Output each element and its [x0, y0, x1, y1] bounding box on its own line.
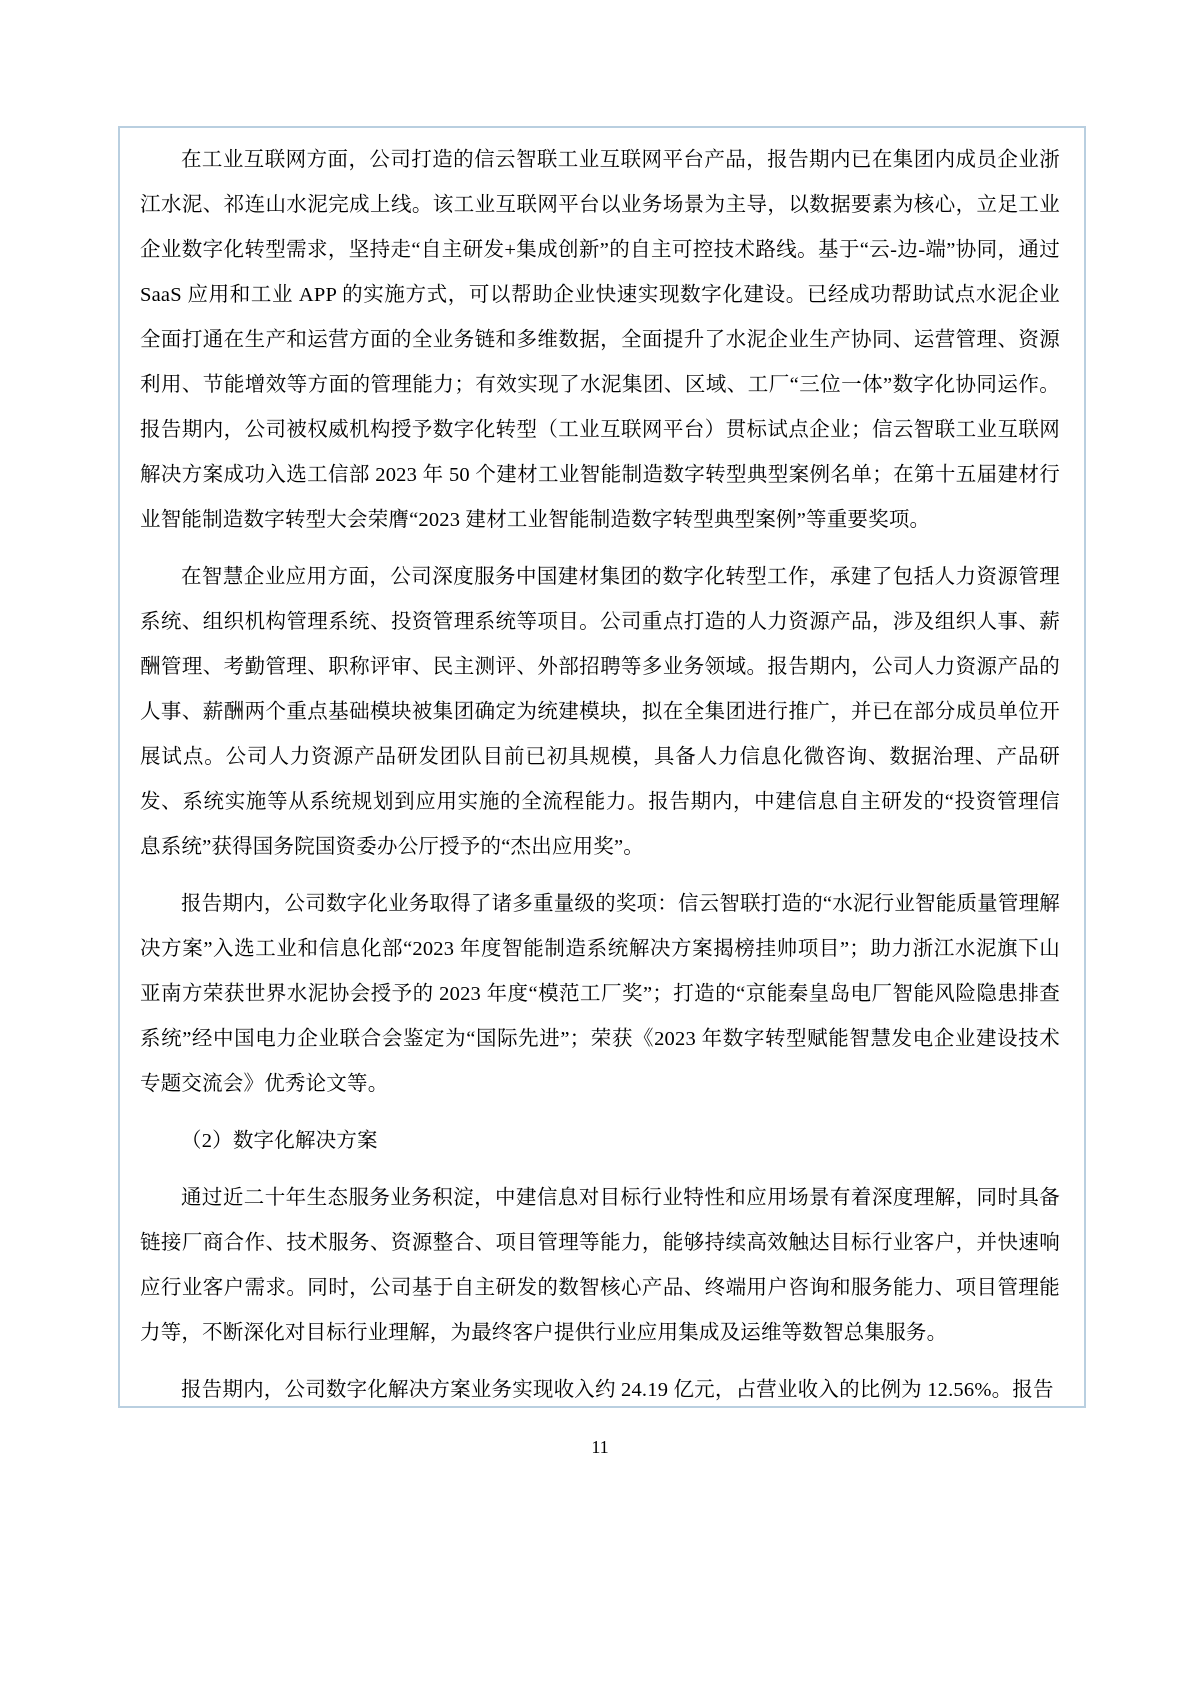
paragraph-5: 报告期内，公司数字化解决方案业务实现收入约 24.19 亿元，占营业收入的比例为 12.56%。报告 — [181, 1379, 1054, 1401]
paragraph-4: 通过近二十年生态服务业务积淀，中建信息对目标行业特性和应用场景有着深度理解，同时具备链接厂商合作、技术服务、资源整合、项目管理等能力，能够持续高效触达目标行业客户，并快速响应行业客户需求。同时，公司基于自主研发的数智核心产品、终端用户咨询和服务能力、项目管理能力等，不断深化对目标行业理解，为最终客户提供行业应用集成及运维等数智总集服务。 — [140, 1187, 1060, 1344]
paragraph-2: 在智慧企业应用方面，公司深度服务中国建材集团的数字化转型工作，承建了包括人力资源管理系统、组织机构管理系统、投资管理系统等项目。公司重点打造的人力资源产品，涉及组织人事、薪酬管理、考勤管理、职称评审、民主测评、外部招聘等多业务领域。报告期内，公司人力资源产品的人事、薪酬两个重点基础模块被集团确定为统建模块，拟在全集团进行推广，并已在部分成员单位开展试点。公司人力资源产品研发团队目前已初具规模，具备人力信息化微咨询、数据治理、产品研发、系统实施等从系统规划到应用实施的全流程能力。报告期内，中建信息自主研发的“投资管理信息系统”获得国务院国资委办公厅授予的“杰出应用奖”。 — [140, 566, 1060, 858]
document-body — [140, 138, 1060, 1425]
section-heading-digital-solutions: （2）数字化解决方案 — [181, 1130, 378, 1152]
paragraph-1: 在工业互联网方面，公司打造的信云智联工业互联网平台产品，报告期内已在集团内成员企业浙江水泥、祁连山水泥完成上线。该工业互联网平台以业务场景为主导，以数据要素为核心，立足工业企业数字化转型需求，坚持走“自主研发+集成创新”的自主可控技术路线。基于“云-边-端”协同，通过 SaaS 应用和工业 APP 的实施方式，可以帮助企业快速实现数字化建设。已经成功帮助试点水泥企业全面打通在生产和运营方面的全业务链和多维数据，全面提升了水泥企业生产协同、运营管理、资源利用、节能增效等方面的管理能力；有效实现了水泥集团、区域、工厂“三位一体”数字化协同运作。报告期内，公司被权威机构授予数字化转型（工业互联网平台）贯标试点企业；信云智联工业互联网解决方案成功入选工信部 2023 年 50 个建材工业智能制造数字转型典型案例名单；在第十五届建材行业智能制造数字转型大会荣膺“2023 建材工业智能制造数字转型典型案例”等重要奖项。 — [140, 149, 1060, 531]
page-number: 11 — [591, 1437, 609, 1457]
paragraph-3: 报告期内，公司数字化业务取得了诸多重量级的奖项：信云智联打造的“水泥行业智能质量管理解决方案”入选工业和信息化部“2023 年度智能制造系统解决方案揭榜挂帅项目”；助力浙江水泥旗下山亚南方荣获世界水泥协会授予的 2023 年度“模范工厂奖”；打造的“京能秦皇岛电厂智能风险隐患排查系统”经中国电力企业联合会鉴定为“国际先进”；荣获《2023 年数字转型赋能智慧发电企业建设技术专题交流会》优秀论文等。 — [140, 893, 1060, 1095]
